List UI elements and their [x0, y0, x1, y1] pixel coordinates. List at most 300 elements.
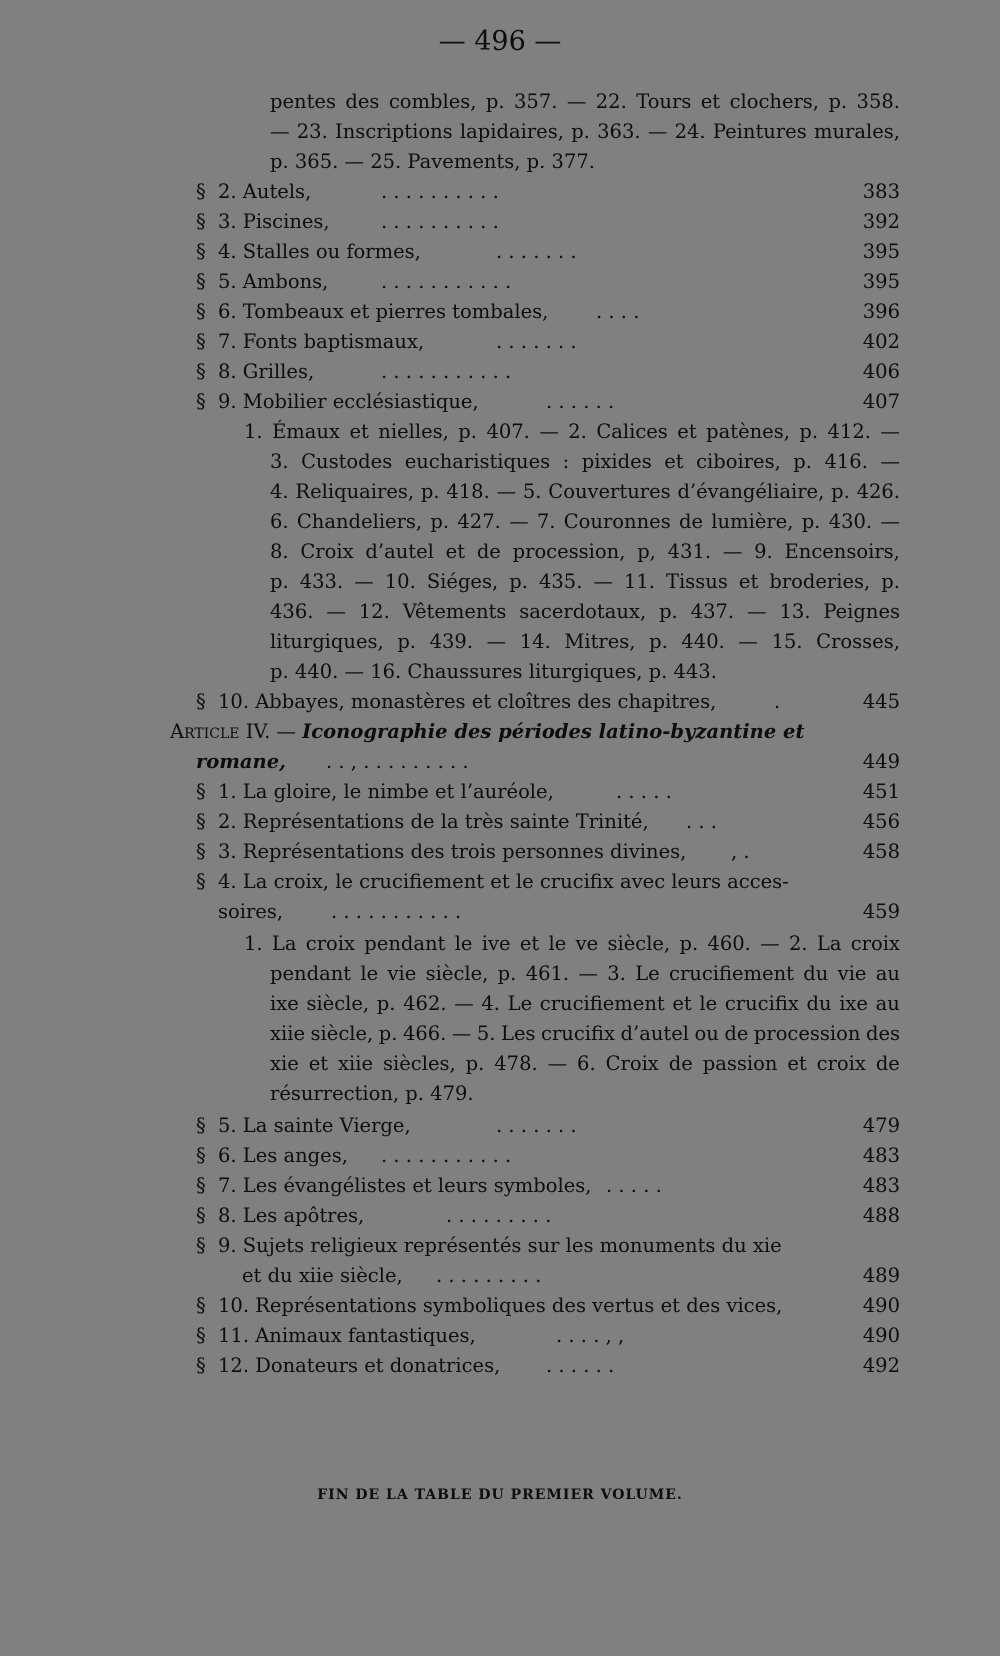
word: ou — [694, 1022, 719, 1045]
word: — — [738, 630, 758, 653]
word: et — [445, 540, 466, 563]
word: combles, — [388, 90, 477, 113]
word: Tissus — [666, 570, 728, 593]
entry-title: 6. Tombeaux et pierres tombales, — [218, 300, 549, 323]
leader-dots: . . . . . . . . . . . — [381, 1144, 512, 1167]
article-heading[interactable] — [170, 718, 804, 746]
word: le — [360, 962, 379, 985]
word: 436. — [270, 600, 314, 623]
word: — — [539, 420, 559, 443]
word: p. — [430, 510, 450, 533]
leader-dots: . . . . . . . . . . . — [381, 270, 512, 293]
word: p. — [270, 570, 289, 593]
entry-title: 10. Abbayes, monastères et cloîtres des chapitres, — [218, 690, 717, 713]
word: 5. — [476, 1022, 496, 1045]
section-mark: § — [196, 780, 206, 803]
page-ref: 483 — [862, 1174, 900, 1197]
mobilier-line-6 — [270, 568, 900, 596]
leader-dots: . . , . . . . . . . . . — [326, 750, 469, 773]
section-mark: § — [196, 1174, 206, 1197]
word: et — [308, 1052, 329, 1075]
toc-entry[interactable] — [196, 358, 900, 386]
page-number: — 496 — — [438, 26, 562, 57]
toc-entry[interactable] — [196, 268, 900, 296]
leader-dots: . . . . . . . . . . — [381, 210, 499, 233]
word: liturgiques, — [270, 630, 384, 653]
word: 357. — [514, 90, 558, 113]
section-mark: § — [196, 840, 206, 863]
section-mark: § — [196, 1114, 206, 1137]
entry-title: 5. La sainte Vierge, — [218, 1114, 411, 1137]
leader-dots: . . . . . . — [546, 390, 615, 413]
toc-entry[interactable] — [196, 1322, 900, 1350]
word: Le — [507, 992, 533, 1015]
word: 431. — [667, 540, 712, 563]
word: — — [880, 510, 900, 533]
mobilier-line-2 — [270, 448, 900, 476]
croix-line-1 — [244, 930, 900, 958]
entry-title: 4. Stalles ou formes, — [218, 240, 421, 263]
word: xie — [270, 1052, 299, 1075]
entry-title: 7. Fonts baptismaux, — [218, 330, 425, 353]
section-mark: § — [196, 870, 206, 893]
word: 7. — [536, 510, 556, 533]
word: le — [454, 932, 473, 955]
word: au — [875, 962, 900, 985]
section-mark: § — [196, 1144, 206, 1167]
page-ref: 406 — [862, 360, 900, 383]
leader-dots: . . . . . — [606, 1174, 662, 1197]
word: — — [326, 600, 346, 623]
word: p. — [497, 962, 517, 985]
word: Les — [501, 1022, 536, 1045]
word: et — [700, 90, 721, 113]
entry-title: 8. Grilles, — [218, 360, 315, 383]
word: Croix — [300, 540, 354, 563]
word: 6. — [270, 510, 289, 533]
word: d’autel — [365, 540, 434, 563]
word: vie — [837, 962, 867, 985]
word: Encensoirs, — [784, 540, 900, 563]
page-ref: 445 — [862, 690, 900, 713]
toc-entry[interactable] — [196, 1172, 900, 1200]
word: et — [677, 420, 697, 443]
word: Custodes — [301, 450, 393, 473]
word: — — [270, 120, 290, 143]
toc-entry[interactable] — [196, 298, 900, 326]
article-number: IV. — — [245, 720, 296, 743]
mobilier-line-8 — [270, 628, 900, 656]
word: ciboires, — [696, 450, 781, 473]
word: sacerdotaux, — [519, 600, 647, 623]
page-ref: 451 — [862, 780, 900, 803]
word: — — [509, 510, 529, 533]
toc-entry[interactable] — [196, 208, 900, 236]
word: — — [760, 932, 780, 955]
word: vie — [387, 962, 417, 985]
word: nielles, — [378, 420, 449, 443]
word: 13. — [779, 600, 811, 623]
mobilier-line-5 — [270, 538, 900, 566]
word: crucifix — [541, 1022, 615, 1045]
word: p. — [649, 630, 668, 653]
word: passion — [702, 1052, 778, 1075]
leader-dots: . . . — [686, 810, 717, 833]
word: du — [806, 992, 832, 1015]
word: au — [875, 992, 900, 1015]
toc-entry-cont[interactable] — [196, 1262, 900, 1290]
word: — — [880, 420, 900, 443]
word: Émaux — [272, 420, 340, 443]
word: 466. — [402, 1022, 447, 1045]
word: crucifiement — [539, 992, 665, 1015]
page-ref: 456 — [862, 810, 900, 833]
toc-entry-cont[interactable] — [196, 898, 900, 926]
word: p. — [659, 600, 678, 623]
word: de — [724, 1022, 749, 1045]
word: p. — [458, 420, 477, 443]
page-ref: 479 — [862, 1114, 900, 1137]
word: xiie — [270, 1022, 306, 1045]
section-mark: § — [196, 210, 206, 233]
leader-dots: . . . . . . . . . — [436, 1264, 542, 1287]
toc-entry[interactable] — [196, 838, 900, 866]
section-mark: § — [196, 270, 206, 293]
word: de — [668, 1052, 693, 1075]
toc-entry[interactable] — [196, 1112, 900, 1140]
word: murales, — [813, 120, 900, 143]
page-ref: 407 — [862, 390, 900, 413]
leader-dots: , . — [731, 840, 750, 863]
word: p. — [420, 480, 440, 503]
leader-dots: . . . . . . . — [496, 330, 577, 353]
word: et — [349, 420, 369, 443]
page-ref: 392 — [862, 210, 900, 233]
toc-entry[interactable] — [196, 178, 900, 206]
leader-dots: . — [774, 690, 781, 713]
word: Croix — [605, 1052, 659, 1075]
entry-title: 3. Représentations des trois personnes divines, — [218, 840, 687, 863]
toc-entry[interactable] — [196, 388, 900, 416]
entry-title: 6. Les anges, — [218, 1144, 348, 1167]
word: 440. — [681, 630, 725, 653]
toc-entry[interactable] — [196, 748, 900, 776]
word: clochers, — [729, 90, 820, 113]
section-mark: § — [196, 180, 206, 203]
word: p. — [465, 1052, 485, 1075]
croix-line-4 — [270, 1020, 900, 1048]
word: Chandeliers, — [296, 510, 423, 533]
word: — — [747, 600, 767, 623]
leader-dots: . . . . . . . . . . — [381, 180, 499, 203]
intro-line-3: p. 365. — 25. Pavements, p. 377. — [270, 150, 595, 173]
section-mark: § — [196, 240, 206, 263]
mobilier-line-3 — [270, 478, 900, 506]
page-ref: 488 — [862, 1204, 900, 1227]
page-ref: 383 — [862, 180, 900, 203]
word: Le — [635, 962, 660, 985]
word: et — [672, 992, 692, 1015]
section-mark: § — [196, 1204, 206, 1227]
word: croix — [816, 1052, 866, 1075]
word: p. — [801, 510, 821, 533]
page-ref: 492 — [862, 1354, 900, 1377]
section-mark: § — [196, 1234, 206, 1257]
toc-entry[interactable] — [196, 1352, 900, 1380]
toc-entry[interactable] — [196, 778, 900, 806]
word: procession, — [512, 540, 626, 563]
word: Peintures — [712, 120, 807, 143]
word: La — [816, 932, 842, 955]
word: Vêtements — [402, 600, 507, 623]
word: p. — [485, 90, 505, 113]
word: Peignes — [823, 600, 900, 623]
section-mark: § — [196, 330, 206, 353]
word: du — [803, 962, 829, 985]
leader-dots: . . . . . — [616, 780, 672, 803]
article-title: Iconographie des périodes latino-byzantine et — [302, 720, 805, 743]
word: 435. — [538, 570, 583, 593]
page-ref: 459 — [862, 900, 900, 923]
word: lumière, — [711, 510, 794, 533]
entry-title: 4. La croix, le crucifiement et le crucifix avec leurs acces- — [218, 870, 789, 893]
word: Inscriptions — [335, 120, 453, 143]
word: 437. — [690, 600, 735, 623]
word: eucharistiques — [404, 450, 551, 473]
word: p, — [637, 540, 656, 563]
entry-title: 3. Piscines, — [218, 210, 330, 233]
mobilier-line-9: p. 440. — 16. Chaussures liturgiques, p. 443. — [270, 660, 717, 683]
word: croix — [305, 932, 355, 955]
word: ve — [575, 932, 599, 955]
word: — — [454, 992, 474, 1015]
word: 2. — [568, 420, 587, 443]
word: Crosses, — [816, 630, 900, 653]
page-ref: 449 — [862, 750, 900, 773]
word: 15. — [771, 630, 803, 653]
word: et — [519, 932, 540, 955]
entry-title: 10. Représentations symboliques des vertus et des vices, — [218, 1294, 783, 1317]
word: Tours — [636, 90, 692, 113]
entry-title: 8. Les apôtres, — [218, 1204, 365, 1227]
word: 2. — [788, 932, 808, 955]
word: 22. — [595, 90, 627, 113]
word: 5. — [522, 480, 542, 503]
word: 23. — [296, 120, 328, 143]
word: ixe — [839, 992, 868, 1015]
word: Calices — [596, 420, 668, 443]
word: 3. — [270, 450, 289, 473]
word: p. — [799, 420, 819, 443]
section-mark: § — [196, 360, 206, 383]
word: p. — [376, 992, 396, 1015]
word: p. — [378, 1022, 398, 1045]
word: 358. — [856, 90, 900, 113]
word: siècle, — [607, 932, 671, 955]
page-ref: 396 — [862, 300, 900, 323]
word: 439. — [429, 630, 474, 653]
word: 416. — [824, 450, 868, 473]
word: — — [496, 480, 517, 503]
section-mark: § — [196, 1354, 206, 1377]
word: — — [880, 450, 900, 473]
word: p. — [793, 450, 812, 473]
word: — — [578, 962, 598, 985]
word: broderies, — [769, 570, 871, 593]
word: p. — [828, 90, 848, 113]
word: Siéges, — [426, 570, 499, 593]
word: 412. — [827, 420, 871, 443]
word: 3. — [607, 962, 626, 985]
toc-entry[interactable] — [196, 808, 900, 836]
croix-line-6: résurrection, p. 479. — [270, 1082, 474, 1105]
page-ref: 483 — [862, 1144, 900, 1167]
word: procession — [753, 1022, 861, 1045]
word: 6. — [577, 1052, 596, 1075]
word: crucifiement — [669, 962, 794, 985]
section-mark: § — [196, 1324, 206, 1347]
word: p. — [679, 932, 699, 955]
leader-dots: . . . . , , — [556, 1324, 625, 1347]
word: des — [865, 1022, 900, 1045]
word: 10. — [384, 570, 416, 593]
word: — — [451, 1022, 472, 1045]
word: 8. — [270, 540, 289, 563]
word: siècle, — [310, 1022, 374, 1045]
toc-entry[interactable] — [196, 328, 900, 356]
word: crucifix — [724, 992, 799, 1015]
intro-line-2 — [270, 118, 900, 146]
page-ref: 395 — [862, 240, 900, 263]
word: 427. — [457, 510, 501, 533]
word: de — [476, 540, 501, 563]
leader-dots: . . . . . . . . . . . — [331, 900, 462, 923]
word: croix — [850, 932, 900, 955]
word: — — [593, 570, 613, 593]
word: de — [875, 1052, 900, 1075]
word: 462. — [403, 992, 447, 1015]
word: 9. — [754, 540, 773, 563]
word: pentes — [270, 90, 336, 113]
word: — — [722, 540, 743, 563]
intro-line-1 — [270, 88, 900, 116]
word: le — [548, 932, 567, 955]
word: — — [566, 90, 587, 113]
word: lapidaires, — [459, 120, 564, 143]
word: et — [738, 570, 759, 593]
word: 460. — [707, 932, 751, 955]
word: p. — [881, 570, 900, 593]
page-ref: 489 — [862, 1264, 900, 1287]
word: 4. — [481, 992, 500, 1015]
word: 433. — [299, 570, 344, 593]
word: le — [699, 992, 718, 1015]
word: xiie — [338, 1052, 374, 1075]
word: Couronnes — [563, 510, 671, 533]
word: de — [678, 510, 704, 533]
word: — — [647, 120, 668, 143]
entry-title-cont: et du xiie siècle, — [242, 1264, 403, 1287]
word: patènes, — [706, 420, 790, 443]
word: 430. — [828, 510, 873, 533]
word: pixides — [581, 450, 652, 473]
leader-dots: . . . . — [596, 300, 640, 323]
word: 11. — [623, 570, 655, 593]
word: p. — [571, 120, 590, 143]
word: 1. — [244, 420, 263, 443]
word: 24. — [674, 120, 706, 143]
toc-entry[interactable] — [196, 1142, 900, 1170]
croix-line-2 — [270, 960, 900, 988]
word: ixe — [270, 992, 299, 1015]
word: 478. — [494, 1052, 538, 1075]
word: pendant — [364, 932, 446, 955]
section-mark: § — [196, 390, 206, 413]
word: p. — [509, 570, 528, 593]
word: — — [354, 570, 374, 593]
word: des — [345, 90, 380, 113]
word: 418. — [446, 480, 490, 503]
entry-title: 7. Les évangélistes et leurs symboles, — [218, 1174, 592, 1197]
section-mark: § — [196, 300, 206, 323]
word: siècle, — [306, 992, 370, 1015]
entry-title: 11. Animaux fantastiques, — [218, 1324, 476, 1347]
word: 426. — [856, 480, 900, 503]
word: et — [664, 450, 684, 473]
entry-title: 9. Sujets religieux représentés sur les monuments du xie — [218, 1234, 782, 1257]
entry-title-cont: soires, — [218, 900, 284, 923]
page-ref: 395 — [862, 270, 900, 293]
page-ref: 458 — [862, 840, 900, 863]
word: : — [562, 450, 570, 473]
word: et — [787, 1052, 807, 1075]
mobilier-line-1 — [244, 418, 900, 446]
word: La — [271, 932, 297, 955]
page-ref: 490 — [862, 1324, 900, 1347]
entry-title: 12. Donateurs et donatrices, — [218, 1354, 501, 1377]
word: 1. — [244, 932, 263, 955]
toc-entry[interactable] — [196, 238, 900, 266]
word: 407. — [486, 420, 530, 443]
entry-title: 2. Représentations de la très sainte Trinité, — [218, 810, 649, 833]
word: siècle, — [425, 962, 489, 985]
word: Mitres, — [564, 630, 636, 653]
end-of-volume-note: FIN DE LA TABLE DU PREMIER VOLUME. — [317, 1487, 683, 1503]
leader-dots: . . . . . . — [546, 1354, 615, 1377]
word: pendant — [270, 962, 352, 985]
toc-entry[interactable] — [196, 688, 900, 716]
toc-entry[interactable] — [196, 1202, 900, 1230]
entry-title: 5. Ambons, — [218, 270, 329, 293]
croix-line-3 — [270, 990, 900, 1018]
word: ive — [481, 932, 511, 955]
word: siècles, — [383, 1052, 456, 1075]
word: 4. — [270, 480, 289, 503]
word: p. — [397, 630, 416, 653]
toc-entry[interactable] — [196, 1232, 900, 1260]
toc-entry[interactable] — [196, 868, 900, 896]
section-mark: § — [196, 690, 206, 713]
entry-title: 2. Autels, — [218, 180, 312, 203]
toc-entry[interactable] — [196, 1292, 900, 1320]
word: — — [547, 1052, 568, 1075]
article-title-cont: romane, — [196, 750, 286, 773]
section-mark: § — [196, 810, 206, 833]
word: d’autel — [620, 1022, 689, 1045]
word: Reliquaires, — [295, 480, 415, 503]
leader-dots: . . . . . . . . . — [446, 1204, 552, 1227]
leader-dots: . . . . . . . . . . . — [381, 360, 512, 383]
